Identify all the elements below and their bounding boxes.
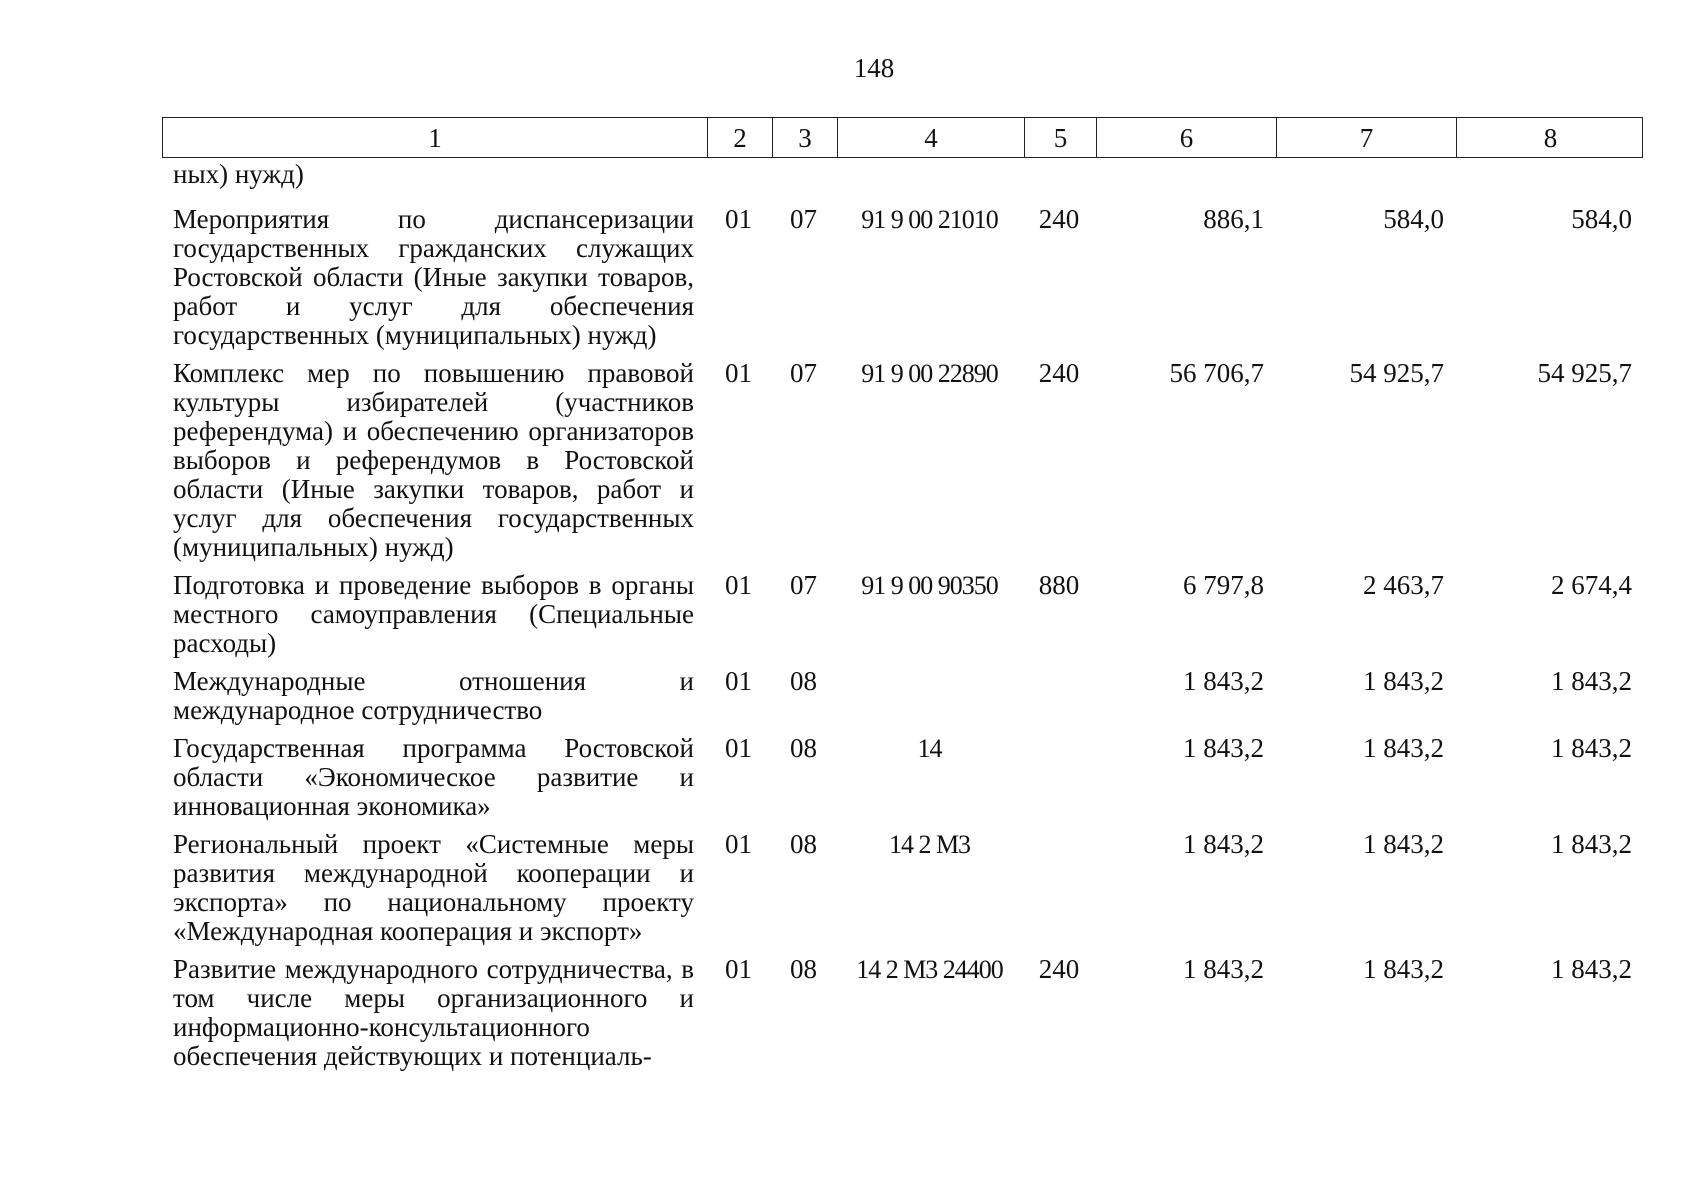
table-row bbox=[162, 359, 1643, 562]
row-subsection-code: 07 bbox=[790, 570, 817, 600]
row-amount-year-2: 2 463,7 bbox=[1363, 570, 1444, 600]
header-col-3: 3 bbox=[772, 118, 837, 157]
row-amount-year-1: 1 843,2 bbox=[1183, 829, 1264, 859]
table-row bbox=[162, 955, 1643, 1071]
row-amount-year-2: 1 843,2 bbox=[1363, 733, 1444, 763]
row-expense-type-code: 880 bbox=[1038, 570, 1080, 600]
row-expense-type-code bbox=[1023, 734, 1095, 821]
row-amount-year-2: 54 925,7 bbox=[1349, 358, 1444, 388]
header-col-1: 1 bbox=[428, 122, 442, 153]
row-amount-year-2: 1 843,2 bbox=[1363, 954, 1444, 984]
table-row bbox=[162, 205, 1643, 350]
row-section-code: 01 bbox=[725, 666, 752, 696]
row-name: Государственная программа Ростовской области «Экономическое развитие и инновационная экономика» bbox=[173, 733, 694, 821]
row-amount-year-3: 54 925,7 bbox=[1537, 358, 1632, 388]
row-target-article-code: 14 2 М3 bbox=[888, 830, 971, 859]
row-amount-year-1: 1 843,2 bbox=[1183, 954, 1264, 984]
row-name: Международные отношения и международное сотрудничество bbox=[173, 666, 694, 725]
row-name: Развитие международного сотрудничества, в том числе меры организационного и информационно-консультационного обеспечения действующих и потенциаль- bbox=[173, 954, 694, 1071]
row-amount-year-3: 1 843,2 bbox=[1551, 829, 1632, 859]
row-amount-year-1: 6 797,8 bbox=[1183, 570, 1264, 600]
row-section-code: 01 bbox=[725, 204, 752, 234]
row-section-code: 01 bbox=[725, 733, 752, 763]
row-name: Региональный проект «Системные меры развития международной кооперации и экспорта» по национальному проекту «Международная кооперация и экспорт» bbox=[173, 829, 694, 946]
continuation-text: ных) нужд) bbox=[173, 159, 304, 189]
row-expense-type-code: 240 bbox=[1038, 358, 1080, 388]
row-name: Мероприятия по диспансеризации государственных гражданских служащих Ростовской области (Иные закупки товаров, работ и услуг для обеспечения государственных (муниципальных) нужд) bbox=[173, 204, 694, 350]
header-col-8: 8 bbox=[1456, 118, 1644, 157]
row-subsection-code: 07 bbox=[790, 204, 817, 234]
row-amount-year-3: 1 843,2 bbox=[1551, 954, 1632, 984]
row-expense-type-code bbox=[1023, 667, 1095, 725]
header-col-5: 5 bbox=[1024, 118, 1096, 157]
row-target-article-code: 91 9 00 21010 bbox=[861, 205, 998, 234]
table-body bbox=[162, 205, 1643, 1071]
row-subsection-code: 08 bbox=[790, 733, 817, 763]
table-row bbox=[162, 734, 1643, 821]
row-expense-type-code bbox=[1023, 830, 1095, 946]
budget-table bbox=[162, 117, 1643, 1071]
header-col-4: 4 bbox=[837, 118, 1024, 157]
row-section-code: 01 bbox=[725, 829, 752, 859]
row-target-article-code: 14 2 М3 24400 bbox=[856, 955, 1003, 984]
row-subsection-code: 08 bbox=[790, 666, 817, 696]
row-amount-year-1: 1 843,2 bbox=[1183, 666, 1264, 696]
row-amount-year-3: 2 674,4 bbox=[1551, 570, 1632, 600]
row-name: Комплекс мер по повышению правовой культуры избирателей (участников референдума) и обеспечению организаторов выборов и референдумов в Ростовской области (Иные закупки товаров, работ и услуг для обеспечения государственных (муниципальных) нужд) bbox=[173, 358, 694, 562]
row-amount-year-1: 1 843,2 bbox=[1183, 733, 1264, 763]
row-target-article-code: 14 bbox=[917, 734, 942, 763]
row-subsection-code: 08 bbox=[790, 829, 817, 859]
row-target-article-code: 91 9 00 22890 bbox=[861, 359, 998, 388]
table-row bbox=[162, 667, 1643, 725]
row-target-article-code: 91 9 00 90350 bbox=[861, 571, 998, 600]
table-row bbox=[162, 571, 1643, 658]
page-number: 148 bbox=[853, 53, 895, 83]
row-subsection-code: 07 bbox=[790, 358, 817, 388]
row-section-code: 01 bbox=[725, 570, 752, 600]
header-col-6: 6 bbox=[1096, 118, 1276, 157]
header-col-7: 7 bbox=[1276, 118, 1456, 157]
row-amount-year-3: 584,0 bbox=[1571, 204, 1632, 234]
row-amount-year-2: 584,0 bbox=[1383, 204, 1444, 234]
row-section-code: 01 bbox=[725, 954, 752, 984]
table-header-row bbox=[162, 117, 1643, 158]
row-amount-year-3: 1 843,2 bbox=[1551, 733, 1632, 763]
row-target-article-code bbox=[836, 667, 1023, 725]
row-expense-type-code: 240 bbox=[1038, 204, 1080, 234]
row-section-code: 01 bbox=[725, 358, 752, 388]
table-row bbox=[162, 830, 1643, 946]
row-expense-type-code: 240 bbox=[1038, 954, 1080, 984]
row-subsection-code: 08 bbox=[790, 954, 817, 984]
row-amount-year-3: 1 843,2 bbox=[1551, 666, 1632, 696]
row-amount-year-1: 56 706,7 bbox=[1169, 358, 1264, 388]
header-col-2: 2 bbox=[707, 118, 772, 157]
row-amount-year-2: 1 843,2 bbox=[1363, 829, 1444, 859]
row-amount-year-1: 886,1 bbox=[1203, 204, 1264, 234]
row-name: Подготовка и проведение выборов в органы местного самоуправления (Специальные расходы) bbox=[173, 570, 694, 658]
row-amount-year-2: 1 843,2 bbox=[1363, 666, 1444, 696]
